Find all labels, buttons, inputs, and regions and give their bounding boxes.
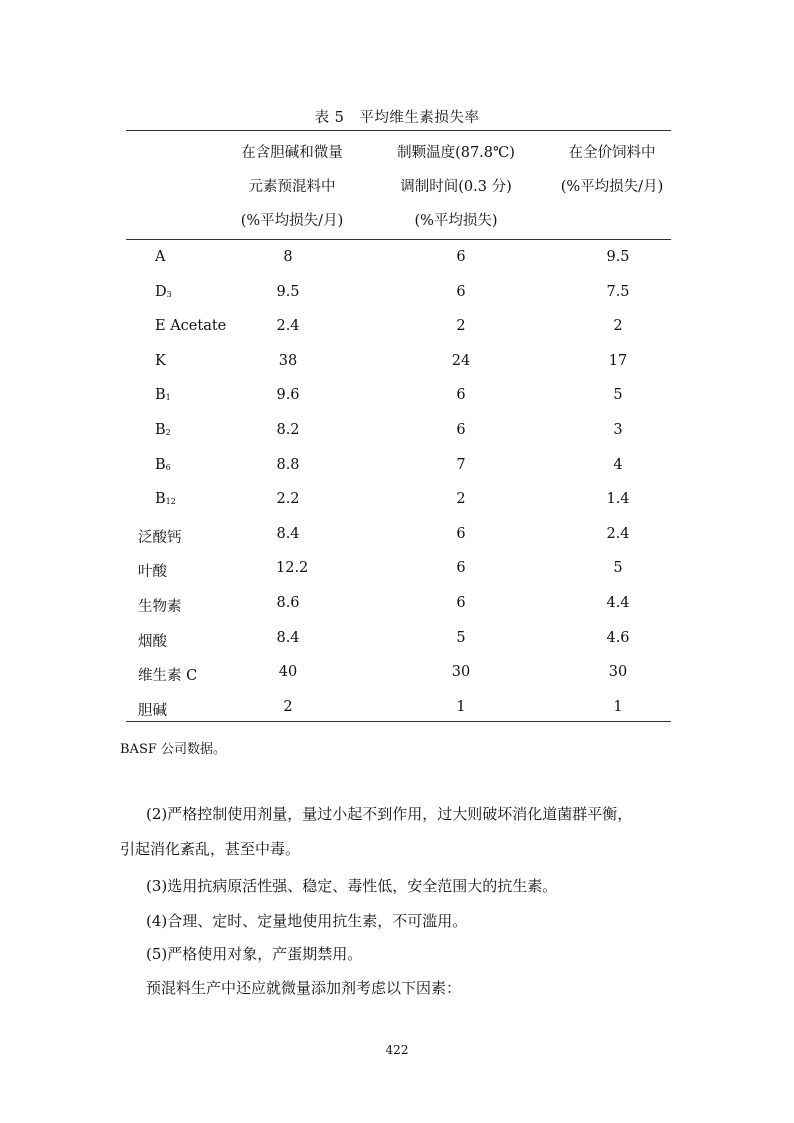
vitamin-name-text: D bbox=[155, 283, 167, 300]
vitamin-name-text: 泛酸钙 bbox=[138, 529, 182, 546]
vitamin-name-text: B bbox=[155, 387, 166, 404]
paragraph-6: 预混料生产中还应就微量添加剂考虑以下因素： bbox=[146, 979, 462, 997]
vitamin-subscript: 6 bbox=[165, 462, 171, 472]
table-row bbox=[126, 379, 671, 414]
loss-value-v1: 9.6 bbox=[276, 387, 300, 404]
loss-value-v1: 12.2 bbox=[276, 560, 309, 577]
loss-value-v1: 2.2 bbox=[276, 491, 300, 508]
vitamin-name-text: 胆碱 bbox=[138, 702, 167, 719]
loss-value-v3: 4.6 bbox=[606, 629, 630, 646]
loss-value-v3: 5 bbox=[613, 560, 623, 577]
loss-value-v1: 8.4 bbox=[276, 525, 300, 542]
vitamin-name bbox=[155, 422, 171, 438]
vitamin-name bbox=[155, 249, 165, 265]
vitamin-name-text: B bbox=[155, 491, 166, 508]
loss-value-v3: 7.5 bbox=[606, 283, 630, 300]
vitamin-subscript: 2 bbox=[165, 427, 171, 437]
loss-value-v3: 1 bbox=[613, 698, 623, 715]
header-line: 在全价饲料中 bbox=[568, 145, 656, 161]
vitamin-name bbox=[155, 284, 172, 300]
paragraph-5: (5)严格使用对象，产蛋期禁用。 bbox=[146, 945, 363, 963]
vitamin-subscript: 3 bbox=[166, 289, 172, 299]
loss-value-v3: 17 bbox=[608, 352, 628, 369]
paragraph-2-line-1: (2)严格控制使用剂量，量过小起不到作用，过大则破坏消化道菌群平衡， bbox=[146, 805, 633, 823]
vitamin-subscript: 1 bbox=[165, 393, 171, 403]
vitamin-name-text: B bbox=[155, 456, 166, 473]
paragraph-4: (4)合理、定时、定量地使用抗生素，不可滥用。 bbox=[146, 912, 468, 930]
header-line: (%平均损失) bbox=[414, 213, 498, 229]
loss-value-v2: 6 bbox=[456, 560, 466, 577]
loss-value-v2: 5 bbox=[456, 629, 466, 646]
loss-value-v1: 40 bbox=[278, 664, 298, 681]
vitamin-name-text: K bbox=[155, 352, 166, 369]
loss-value-v2: 6 bbox=[456, 594, 466, 611]
loss-value-v2: 2 bbox=[456, 318, 466, 335]
vitamin-name-text: 生物素 bbox=[138, 598, 182, 615]
loss-value-v1: 38 bbox=[278, 352, 298, 369]
vitamin-name bbox=[155, 491, 176, 507]
loss-value-v1: 8.6 bbox=[276, 594, 300, 611]
table-row bbox=[126, 310, 671, 345]
loss-value-v3: 2.4 bbox=[606, 525, 630, 542]
header-line: 制颗温度(87.8℃) bbox=[397, 145, 515, 161]
loss-value-v1: 8.4 bbox=[276, 629, 300, 646]
vitamin-subscript: 12 bbox=[165, 497, 176, 507]
loss-value-v2: 24 bbox=[451, 352, 471, 369]
loss-value-v3: 4.4 bbox=[606, 594, 630, 611]
vitamin-name bbox=[138, 526, 182, 547]
loss-value-v1: 9.5 bbox=[276, 283, 300, 300]
header-line: 元素预混料中 bbox=[248, 179, 336, 195]
table-top-rule bbox=[126, 130, 671, 131]
vitamin-name bbox=[155, 457, 171, 473]
loss-value-v3: 1.4 bbox=[606, 491, 630, 508]
header-col-complete-feed bbox=[542, 136, 682, 204]
loss-value-v3: 2 bbox=[613, 318, 623, 335]
vitamin-name bbox=[138, 560, 167, 581]
vitamin-name bbox=[138, 630, 167, 651]
vitamin-name bbox=[155, 318, 226, 334]
loss-value-v1: 2.4 bbox=[276, 318, 300, 335]
table-row bbox=[126, 656, 671, 691]
vitamin-name-text: 维生素 C bbox=[138, 668, 198, 685]
header-line: 调制时间(0.3 分) bbox=[400, 179, 512, 195]
header-line: (%平均损失/月) bbox=[240, 213, 344, 229]
table-row bbox=[126, 414, 671, 449]
vitamin-name-text: A bbox=[155, 249, 166, 265]
table-source-note: BASF 公司数据。 bbox=[120, 742, 226, 757]
table-row bbox=[126, 622, 671, 657]
loss-value-v2: 30 bbox=[451, 664, 471, 681]
loss-value-v3: 4 bbox=[613, 456, 623, 473]
vitamin-name-text: B bbox=[155, 421, 166, 438]
header-line: (%平均损失/月) bbox=[560, 179, 664, 195]
vitamin-name-text: E Acetate bbox=[155, 318, 227, 335]
loss-value-v2: 6 bbox=[456, 421, 466, 438]
loss-value-v2: 6 bbox=[456, 525, 466, 542]
loss-value-v2: 2 bbox=[456, 491, 466, 508]
loss-value-v1: 8.2 bbox=[276, 421, 300, 438]
loss-value-v3: 30 bbox=[608, 664, 628, 681]
loss-value-v2: 6 bbox=[456, 283, 466, 300]
loss-value-v3: 3 bbox=[613, 421, 623, 438]
loss-value-v2: 1 bbox=[456, 698, 466, 715]
table-caption: 表 5 平均维生素损失率 bbox=[314, 110, 480, 126]
table-row bbox=[126, 241, 671, 276]
loss-value-v1: 8 bbox=[283, 249, 293, 265]
loss-value-v1: 8.8 bbox=[276, 456, 300, 473]
vitamin-name bbox=[138, 664, 197, 685]
table-row bbox=[126, 552, 671, 587]
vitamin-name bbox=[155, 353, 166, 369]
table-row bbox=[126, 691, 671, 726]
loss-value-v2: 6 bbox=[456, 387, 466, 404]
page-number: 422 bbox=[385, 1043, 409, 1057]
loss-value-v3: 5 bbox=[613, 387, 623, 404]
paragraph-2-line-2: 引起消化紊乱，甚至中毒。 bbox=[120, 840, 301, 858]
vitamin-name bbox=[138, 699, 167, 720]
table-row bbox=[126, 276, 671, 311]
vitamin-name bbox=[155, 387, 171, 403]
loss-value-v2: 7 bbox=[456, 456, 466, 473]
header-line: 在含胆碱和微量 bbox=[241, 145, 343, 161]
vitamin-name-text: 烟酸 bbox=[138, 633, 167, 650]
table-row bbox=[126, 345, 671, 380]
table-row bbox=[126, 483, 671, 518]
paragraph-3: (3)选用抗病原活性强、稳定、毒性低，安全范围大的抗生素。 bbox=[146, 877, 558, 895]
vitamin-name bbox=[138, 595, 182, 616]
loss-value-v2: 6 bbox=[456, 249, 466, 265]
loss-value-v3: 9.5 bbox=[606, 249, 630, 265]
table-row bbox=[126, 518, 671, 553]
table-body bbox=[126, 241, 671, 725]
table-row bbox=[126, 449, 671, 484]
table-header-rule bbox=[126, 239, 671, 240]
header-col-premix bbox=[222, 136, 362, 238]
loss-value-v1: 2 bbox=[283, 698, 293, 715]
table-row bbox=[126, 587, 671, 622]
vitamin-name-text: 叶酸 bbox=[138, 564, 167, 581]
header-col-pelleting bbox=[386, 136, 526, 238]
